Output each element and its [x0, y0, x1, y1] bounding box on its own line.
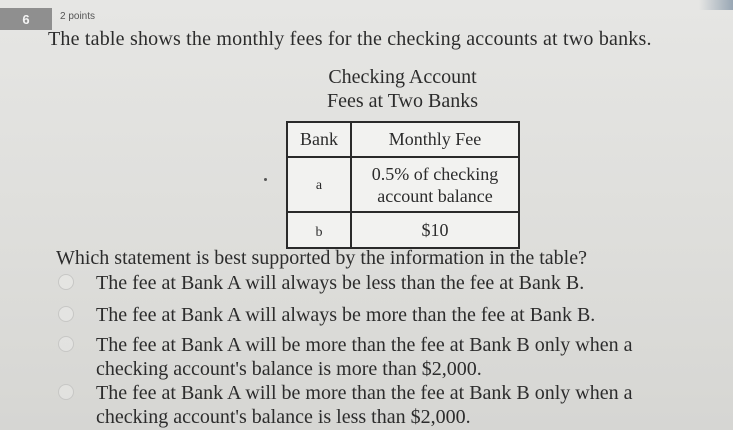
table-header-row: [287, 122, 519, 157]
answer-choice-4[interactable]: [58, 381, 708, 429]
radio-button[interactable]: [58, 306, 74, 322]
table-row: [287, 157, 519, 212]
question-prompt: Which statement is best supported by the information in the table?: [56, 247, 587, 269]
table-caption-line1: Checking Account: [328, 66, 477, 88]
bank-a-label: a: [315, 178, 323, 193]
corner-decoration: [699, 0, 733, 10]
table-header-monthly-fee: Monthly Fee: [351, 122, 519, 157]
answer-choice-text: The fee at Bank A will be more than the fee at Bank B only when a checking account's balance is more than $2,000.: [96, 334, 633, 380]
table-cell-bank: [287, 157, 351, 212]
table-header-bank: Bank: [287, 122, 351, 157]
answer-choice-text: The fee at Bank A will always be less than the fee at Bank B.: [96, 272, 585, 294]
answer-choice-text: The fee at Bank A will be more than the fee at Bank B only when a checking account's balance is less than $2,000.: [96, 382, 633, 428]
table-cell-fee: $10: [351, 212, 519, 248]
question-stem: The table shows the monthly fees for the checking accounts at two banks.: [48, 28, 652, 50]
answer-choice-text: The fee at Bank A will always be more than the fee at Bank B.: [96, 304, 596, 326]
radio-button[interactable]: [58, 336, 74, 352]
table-cell-bank: [287, 212, 351, 248]
answer-choice-1[interactable]: [58, 271, 708, 295]
answer-choice-3[interactable]: [58, 333, 708, 381]
table-row: [287, 212, 519, 248]
bank-b-label: b: [315, 224, 323, 240]
radio-button[interactable]: [58, 384, 74, 400]
fees-table: [286, 121, 520, 249]
fee-a-line1: 0.5% of checking: [371, 163, 499, 184]
radio-button[interactable]: [58, 274, 74, 290]
stray-dot: [264, 178, 267, 181]
table-cell-fee: [351, 157, 519, 212]
points-label: 2 points: [60, 11, 96, 22]
answer-choice-2[interactable]: [58, 303, 708, 327]
question-number-badge: 6: [0, 8, 52, 30]
table-caption-line2: Fees at Two Banks: [327, 90, 478, 112]
fee-a-line2: account balance: [377, 185, 493, 206]
